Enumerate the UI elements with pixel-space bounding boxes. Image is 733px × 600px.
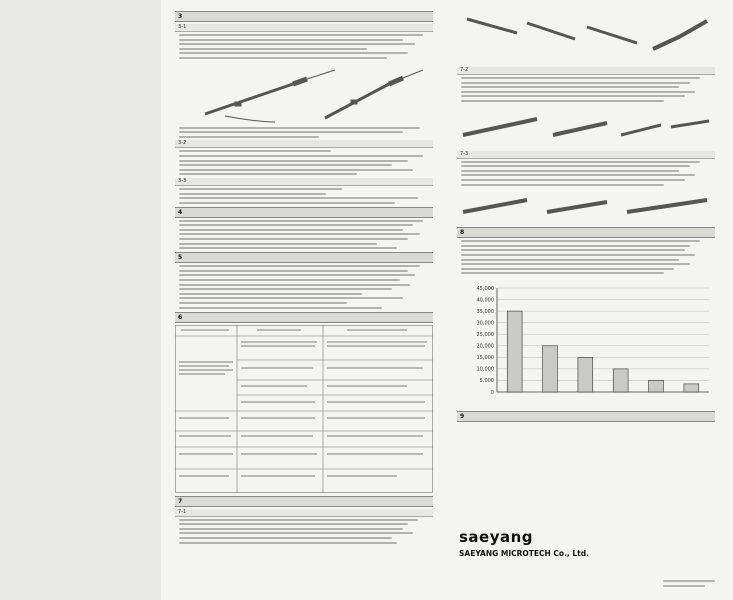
chart-bar (543, 346, 558, 392)
handpiece-connection-illustration (175, 62, 433, 126)
ball-bearing-replacement-illustration (457, 188, 715, 224)
section-heading: 8 (457, 227, 715, 238)
section-heading: 3 (175, 11, 433, 22)
section-heading: 5 (175, 252, 433, 263)
right-column (457, 8, 715, 558)
body-text (179, 150, 433, 175)
body-text (179, 220, 433, 250)
chart-axes (497, 288, 709, 392)
y-tick-label: 40,000 (476, 297, 494, 304)
y-tick-label: 25,000 (476, 332, 494, 339)
subsection-heading: 3-1 (175, 24, 433, 32)
y-tick-label: 35,000 (476, 309, 494, 316)
y-tick-label: 30,000 (476, 320, 494, 327)
y-tick-label: 45,000 (476, 286, 494, 293)
subsection-heading: 7-2 (457, 67, 715, 75)
body-text (179, 519, 433, 544)
y-tick-label: 10,000 (476, 366, 494, 373)
company-name: SAEYANG MICROTECH Co., Ltd. (459, 549, 589, 558)
body-text (461, 77, 715, 102)
chart-bar (507, 311, 522, 392)
edition-date (663, 580, 715, 589)
section-heading: 9 (457, 411, 715, 422)
body-text (179, 188, 433, 204)
company-logo: saeyang (459, 528, 534, 546)
y-tick-label: 15,000 (476, 355, 494, 362)
subsection-heading: 7-3 (457, 151, 715, 159)
body-text (179, 127, 433, 138)
section-heading: 4 (175, 207, 433, 218)
subsection-heading: 3-3 (175, 178, 433, 186)
subsection-heading: 7-1 (175, 509, 433, 517)
bur-speed-chart (457, 280, 715, 408)
collet-replacement-illustration (457, 105, 715, 149)
section-heading: 6 (175, 312, 433, 323)
body-text (179, 34, 433, 59)
bar-chart (457, 280, 715, 408)
manual-page (161, 0, 733, 600)
y-tick-label: 20,000 (476, 343, 494, 350)
bur-replacement-illustration (457, 9, 715, 65)
troubleshooting-table (175, 325, 433, 493)
chart-bar (649, 381, 664, 393)
body-text (461, 240, 715, 274)
section-heading: 7 (175, 496, 433, 507)
chart-bar (684, 384, 699, 392)
body-text (179, 265, 433, 308)
body-text (461, 161, 715, 186)
y-tick-label: 5,000 (479, 378, 494, 385)
left-column (175, 8, 433, 546)
chart-bar (613, 369, 628, 392)
y-tick-label: 0 (490, 390, 494, 397)
subsection-heading: 3-2 (175, 140, 433, 148)
chart-bar (578, 358, 593, 393)
